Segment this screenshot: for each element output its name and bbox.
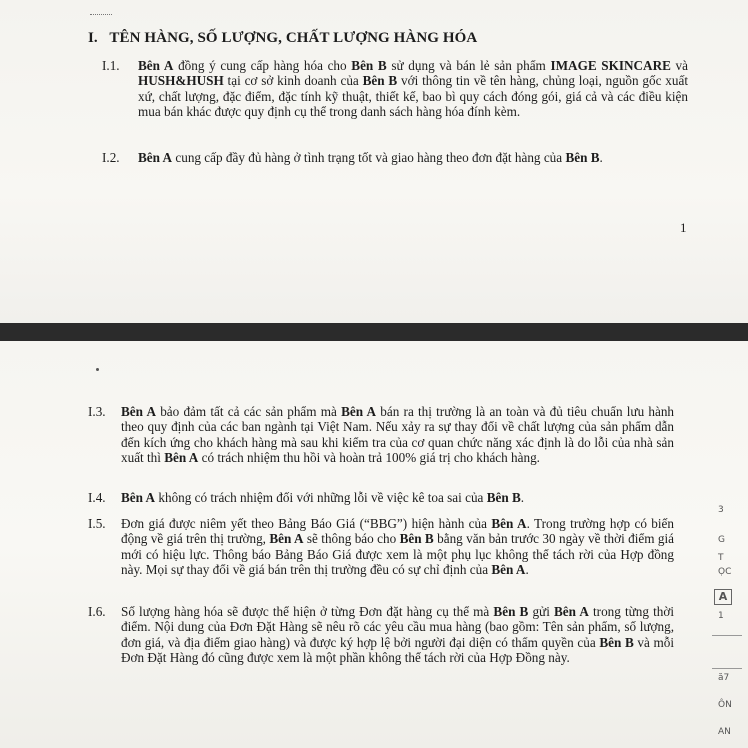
party-name: Bên A	[121, 490, 156, 505]
section-heading	[88, 30, 477, 47]
scan-dot	[96, 368, 99, 371]
party-name: Bên B	[399, 531, 434, 547]
clause-run: bằng văn bản trước 30 ngày về thời điểm giá mới có hiệu lực. Thông báo Bảng Báo Giá được xem là một phụ lục không thể tách rời của Hợp đồng này. Mọi sự thay đổi về giá bán trên thị trường đều có sự chỉ định của	[121, 531, 674, 578]
page-number: 1	[680, 220, 687, 235]
clause-text	[121, 604, 674, 666]
party-name: Bên A	[138, 150, 173, 165]
right-margin-marks	[712, 505, 748, 748]
clause-run: . Trong trường hợp có biến động về giá trên thị trường,	[121, 516, 675, 547]
clause-run: sử dụng và bán lẻ sản phẩm	[386, 58, 551, 73]
party-name: Bên A	[341, 404, 377, 419]
margin-mark: ă7	[718, 673, 730, 683]
party-name: Bên A	[269, 531, 304, 547]
clause-number: I.5.	[88, 516, 106, 531]
margin-mark: 1	[718, 611, 724, 621]
clause-number: I.2.	[102, 150, 120, 165]
clause-run: trong từng thời điểm. Nội dung của Đơn Đặt Hàng sẽ nêu rõ các yêu cầu mua hàng (bao gồm: Tên sản phẩm, số lượng, đơn giá, và địa điểm giao hàng) và được ký hợp lệ bởi người đại diện có thẩm quyền của	[121, 604, 674, 650]
party-name: Bên B	[351, 58, 387, 73]
margin-mark: ỌC	[718, 567, 732, 577]
clause-run: không có trách nhiệm đối với những lỗi về việc kê toa sai của	[155, 490, 487, 505]
clause-run: Số lượng hàng hóa sẽ được thể hiện ở từng Đơn đặt hàng cụ thể mà	[121, 604, 494, 619]
clause-i6	[88, 604, 688, 684]
clause-run: và	[670, 58, 689, 73]
clause-number: I.3.	[88, 404, 106, 419]
party-name: Bên B	[486, 490, 521, 505]
party-name: Bên B	[599, 634, 634, 650]
clause-run: bảo đảm tất cả các sản phẩm mà	[156, 404, 342, 419]
margin-mark: 3	[718, 505, 724, 515]
clause-run: cung cấp đầy đủ hàng ở tình trạng tốt và giao hàng theo đơn đặt hàng của	[172, 150, 566, 165]
party-name: Bên B	[493, 604, 529, 619]
clause-run: gửi	[528, 604, 554, 619]
clause-run: tại cơ sở kinh doanh của	[223, 73, 363, 89]
party-name: Bên A	[491, 516, 527, 531]
clause-text	[121, 490, 674, 505]
margin-mark: A	[714, 589, 732, 605]
clause-run: với thông tin về tên hàng, chủng loại, nguồn gốc xuất xứ, chất lượng, đặc điểm, đặc tính kỹ thuật, thiết kế, bao bì quy cách đóng gói, giá cả và các điều kiện mua bán khác được quy định cụ thể trong danh sách hàng hóa đính kèm.	[138, 73, 688, 120]
clause-text	[121, 516, 674, 578]
section-title: TÊN HÀNG, SỐ LƯỢNG, CHẤT LƯỢNG HÀNG HÓA	[109, 30, 478, 46]
clause-number: I.4.	[88, 490, 106, 505]
margin-rule	[712, 635, 742, 636]
margin-mark: T	[718, 553, 724, 563]
header-scribble	[90, 14, 112, 19]
party-name: Bên A	[553, 604, 589, 619]
clause-i4	[88, 490, 688, 508]
party-name: Bên A	[138, 58, 174, 73]
party-name: Bên B	[362, 73, 398, 89]
clause-run: .	[525, 562, 529, 578]
section-number: I.	[88, 30, 98, 46]
clause-run: và mỗi Đơn Đặt Hàng đó cũng được xem là một phần không thể tách rời của Hợp Đồng này.	[121, 634, 674, 666]
margin-mark: AN	[718, 727, 731, 737]
party-name: Bên A	[491, 562, 526, 578]
clause-run: sẽ thông báo cho	[303, 531, 400, 547]
clause-text	[138, 58, 688, 120]
page-separator-band	[0, 323, 748, 341]
clause-i1	[102, 58, 692, 148]
clause-i3	[88, 404, 688, 484]
clause-run: bán ra thị trường là an toàn và đủ tiêu chuẩn lưu hành theo quy định của các ban ngành tại Việt Nam. Nếu xảy ra sự thay đổi về chất lượng của sản phẩm dẫn đến kích ứng cho khách hàng mà sau khi kiểm tra của cơ quan chức năng xác định là do lỗi của nhà sản xuất thì	[121, 404, 675, 466]
clause-run: .	[599, 150, 603, 165]
clause-run: Đơn giá được niêm yết theo Bảng Báo Giá (“BBG”) hiện hành của	[121, 516, 492, 531]
clause-i5	[88, 516, 688, 596]
margin-mark: G	[718, 535, 725, 545]
clause-run: có trách nhiệm thu hồi và hoàn trả 100% giá trị cho khách hàng.	[198, 450, 540, 466]
clause-run: đồng ý cung cấp hàng hóa cho	[173, 58, 352, 73]
clause-i2	[102, 150, 692, 170]
clause-number: I.1.	[102, 58, 120, 73]
margin-mark: ÔN	[718, 700, 732, 710]
clause-text	[138, 150, 698, 165]
party-name: Bên A	[164, 450, 199, 466]
party-name: HUSH&HUSH	[138, 73, 224, 89]
party-name: IMAGE SKINCARE	[550, 58, 671, 73]
party-name: Bên B	[565, 150, 600, 165]
clause-text	[121, 404, 674, 466]
clause-run: .	[520, 490, 525, 505]
margin-rule	[712, 668, 742, 669]
clause-number: I.6.	[88, 604, 106, 619]
party-name: Bên A	[121, 404, 156, 419]
